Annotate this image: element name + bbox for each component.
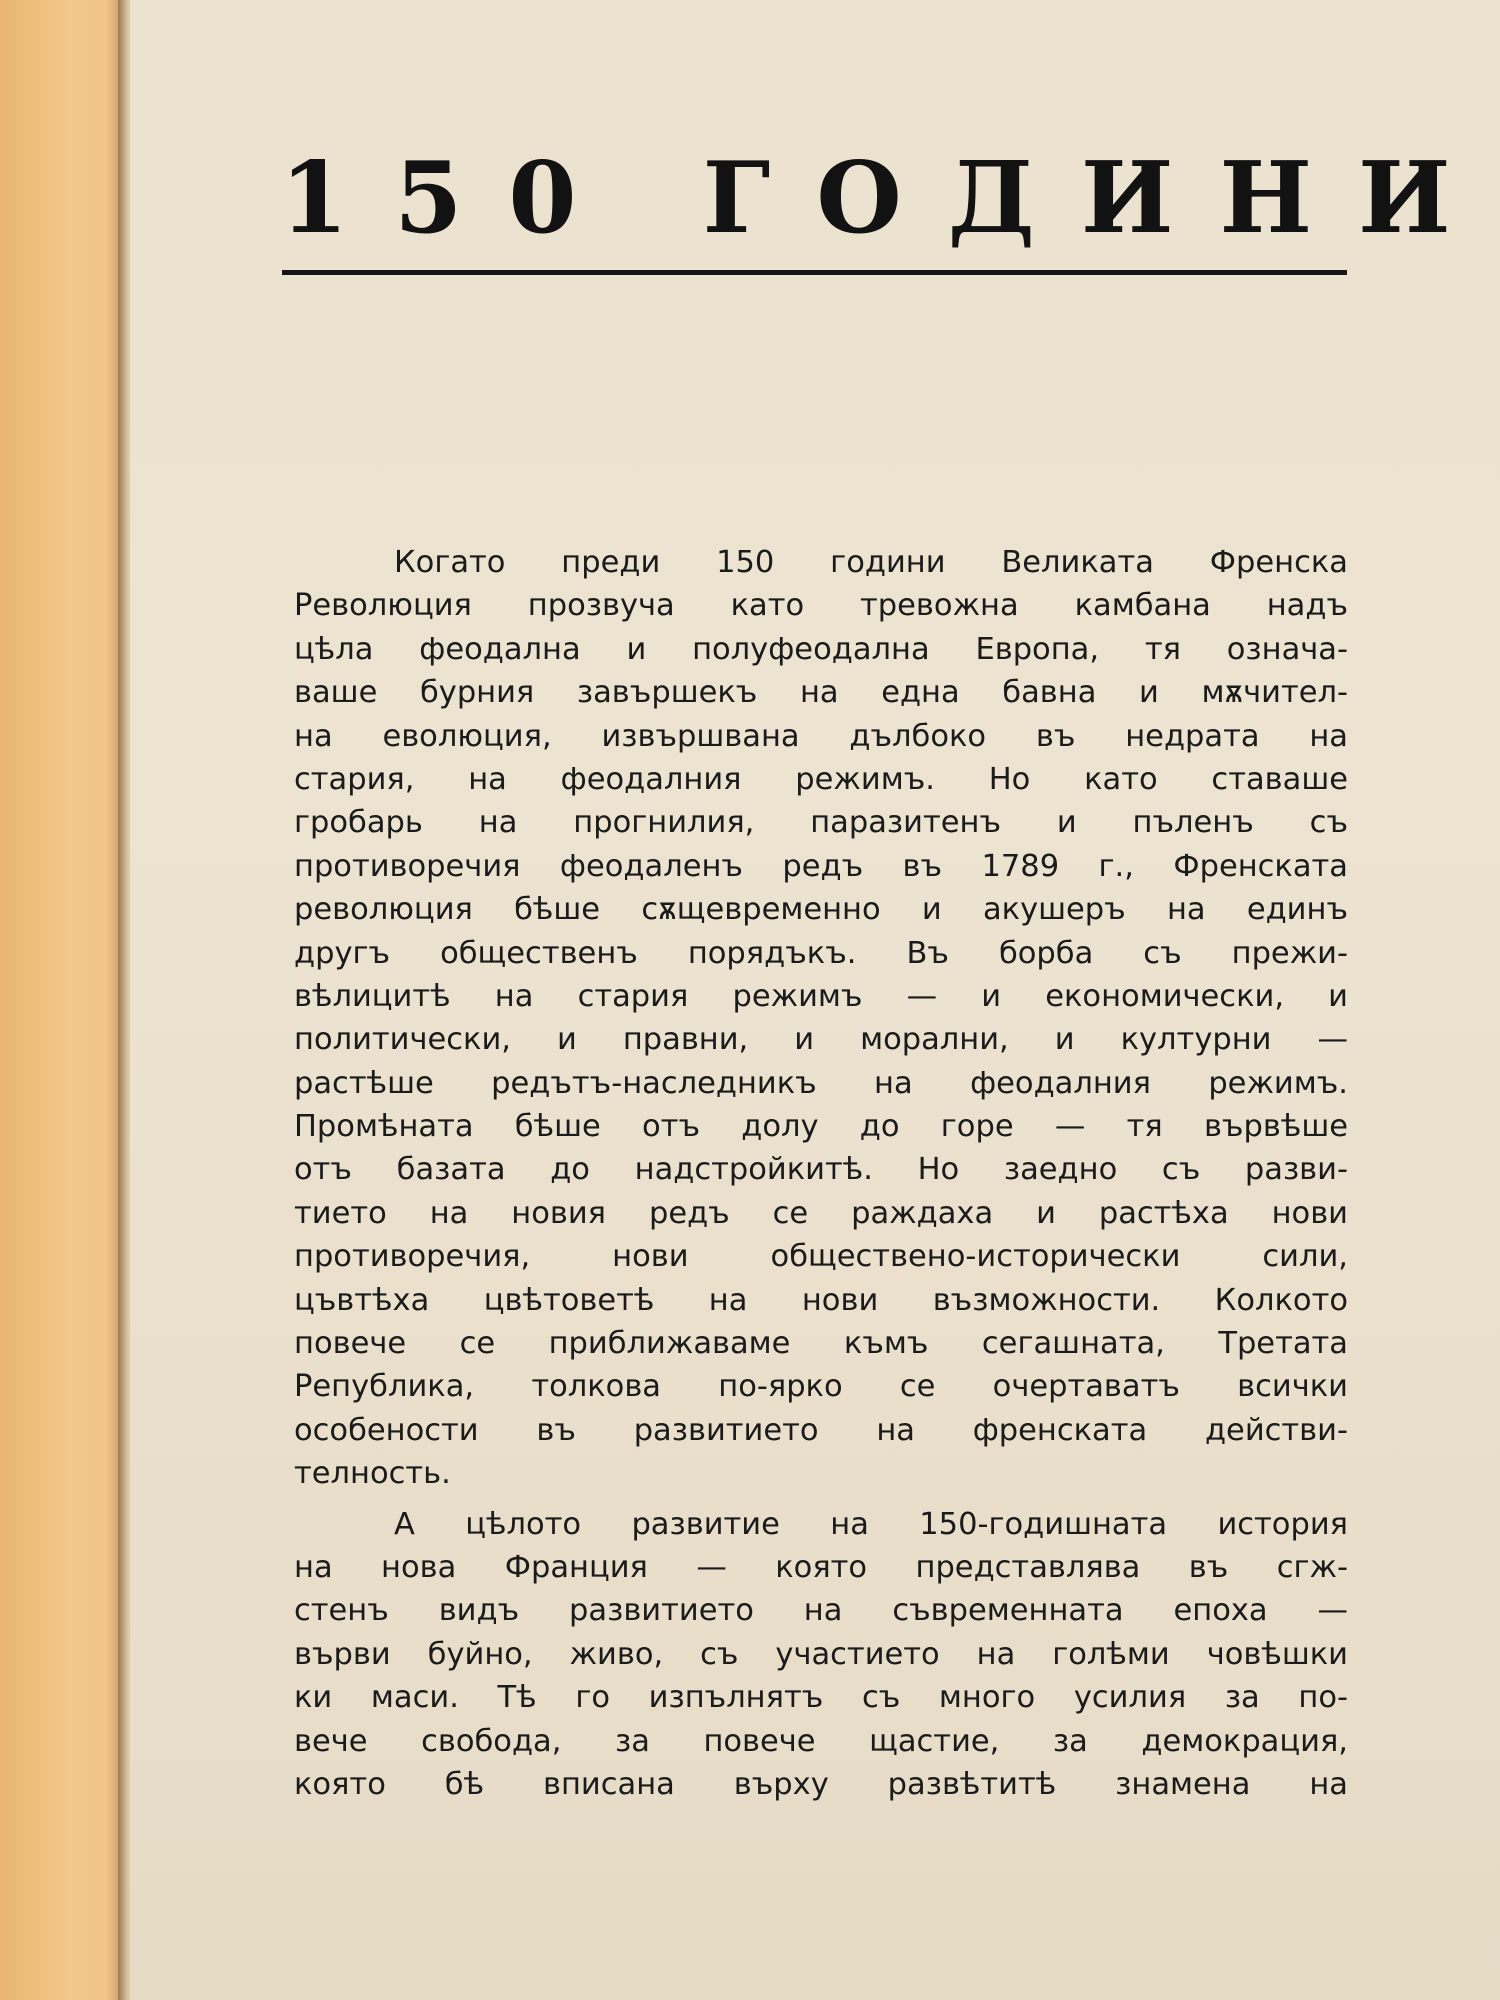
title-underline <box>282 270 1347 275</box>
text-line: тието на новия редъ се раждаха и растѣха нови <box>294 1195 1348 1231</box>
text-line: А цѣлото развитие на 150-годишната история <box>394 1506 1348 1542</box>
text-line: вече свобода, за повече щастие, за демокрация, <box>294 1723 1348 1759</box>
text-line: стенъ видъ развитието на съвременната епоха — <box>294 1593 1348 1629</box>
text-line: Промѣната бѣше отъ долу до горе — тя вървѣше <box>294 1109 1348 1145</box>
text-line: цъвтѣха цвѣтоветѣ на нови възможности. Колкото <box>294 1282 1348 1318</box>
text-line: повече се приближаваме къмъ сегашната, Третата <box>294 1326 1348 1362</box>
paragraph-2 <box>294 1503 1348 1807</box>
text-line: върви буйно, живо, съ участието на голѣми човѣшки <box>294 1636 1348 1672</box>
text-line: стария, на феодалния режимъ. Но като ставаше <box>294 761 1348 797</box>
text-line: политически, и правни, и морални, и културни — <box>294 1022 1348 1058</box>
text-line: другъ общественъ порядъкъ. Въ борба съ прежи- <box>294 935 1348 971</box>
text-line: растѣше редътъ-наследникъ на феодалния режимъ. <box>294 1065 1348 1101</box>
text-line: отъ базата до надстройкитѣ. Но заедно съ разви- <box>294 1152 1348 1188</box>
text-line: ки маси. Тѣ го изпълнятъ съ много усилия за по- <box>294 1680 1348 1716</box>
text-line: особености въ развитието на френската действи- <box>294 1412 1348 1448</box>
text-line: Когато преди 150 години Великата Френска <box>394 545 1348 580</box>
text-line: на нова Франция — която представлява въ сгж- <box>294 1549 1348 1585</box>
paragraph-spacer <box>294 1496 1348 1503</box>
text-line: телность. <box>294 1456 451 1492</box>
book-page <box>130 0 1500 2000</box>
text-line: гробарь на прогнилия, паразитенъ и пъленъ съ <box>294 805 1348 841</box>
facing-page-edge <box>0 0 125 2000</box>
text-line: революция бѣше сѫщевременно и акушеръ на единъ <box>294 892 1348 928</box>
text-line: противоречия, нови обществено-исторически сили, <box>294 1239 1348 1275</box>
text-line: противоречия феодаленъ редъ въ 1789 г., Френската <box>294 848 1348 884</box>
text-line: вѣлицитѣ на стария режимъ — и економически, и <box>294 978 1348 1014</box>
text-line: на еволюция, извършвана дълбоко въ недрата на <box>294 718 1348 754</box>
text-line: цѣла феодална и полуфеодална Европа, тя означа- <box>294 631 1348 667</box>
body-text <box>294 541 1348 1806</box>
paragraph-1 <box>294 541 1348 1496</box>
text-line: Революция прозвуча като тревожна камбана надъ <box>294 588 1348 624</box>
page-title: 150 ГОДИНИ <box>280 141 1497 256</box>
text-line: Република, толкова по-ярко се очертаватъ всички <box>294 1369 1348 1405</box>
text-line: ваше бурния завършекъ на една бавна и мѫчител- <box>294 675 1348 711</box>
text-line: която бѣ вписана върху развѣтитѣ знамена на <box>294 1766 1348 1802</box>
